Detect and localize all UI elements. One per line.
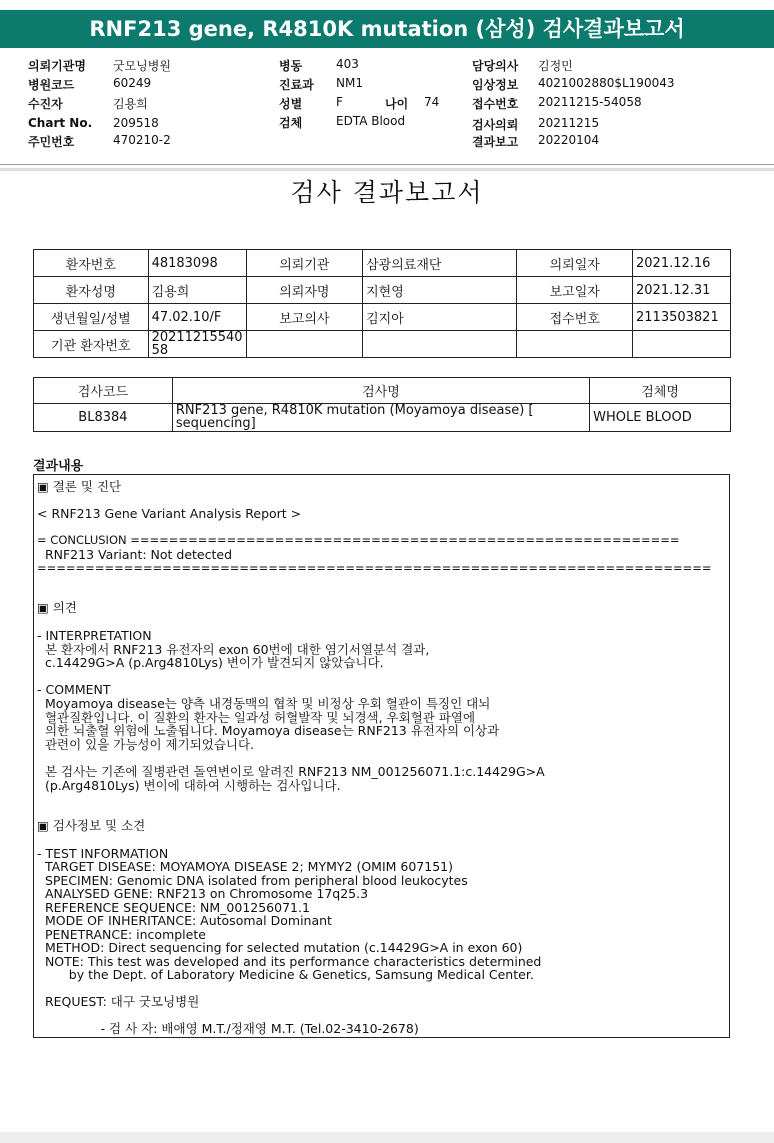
divider [0,164,774,165]
report-title-banner: RNF213 gene, R4810K mutation (삼성) 검사결과보고서 [0,10,774,48]
referrer-value: 지현영 [363,277,517,304]
resident-no-label: 주민번호 [28,135,75,149]
sex-value: F [336,95,343,109]
ward-label: 병동 [279,59,303,73]
test-info-line: REFERENCE SEQUENCE: NM_001256071.1 [37,900,310,915]
specimen-label: 검체 [279,116,303,130]
dept-value: NM1 [336,76,363,90]
request-date-value: 20211215 [538,116,600,130]
referral-date-value: 2021.12.16 [633,250,731,277]
table-row [34,404,731,432]
resident-no-value: 470210-2 [113,133,171,147]
patient-name-value: 김용희 [148,277,246,304]
accession-label: 접수번호 [472,97,519,111]
referring-org-label: 의뢰기관 [246,250,363,277]
report-date-label: 결과보고 [472,135,519,149]
test-code-header: 검사코드 [34,378,173,404]
birth-sex-value: 47.02.10/F [148,304,246,331]
accession-no-value: 2113503821 [633,304,731,331]
org-patient-no-value: 20211215540 58 [148,331,246,358]
referral-date-label: 의뢰일자 [517,250,633,277]
report-subtitle: < RNF213 Gene Variant Analysis Report > [37,506,302,521]
results-content [33,474,730,1038]
referrer-label: 의뢰자명 [246,277,363,304]
receiver-label: 수진자 [28,97,63,111]
accession-value: 20211215-54058 [538,95,642,109]
table-row [34,277,731,304]
empty-cell [246,331,363,358]
comment-heading: - COMMENT [37,682,111,697]
doctor-label: 담당의사 [472,59,519,73]
dept-label: 진료과 [279,78,314,92]
request-line: REQUEST: 대구 굿모닝병원 [37,994,200,1009]
results-section-label: 결과내용 [33,459,84,474]
hospital-code-value: 60249 [113,76,152,90]
patient-info-table [33,249,731,358]
sex-label: 성별 [279,97,303,111]
test-info-line: SPECIMEN: Genomic DNA isolated from peripheral blood leukocytes [37,873,468,888]
test-info-line: NOTE: This test was developed and its performance characteristics determined [37,954,542,969]
divider [0,168,774,171]
test-info-line: by the Dept. of Laboratory Medicine & Genetics, Samsung Medical Center. [37,967,534,982]
org-patient-no-label: 기관 환자번호 [34,331,149,358]
report-date-value: 20220104 [538,133,600,147]
institution-label: 의뢰기관명 [28,59,86,73]
conclusion-line: = CONCLUSION ========================================================= [37,533,680,547]
document-heading: 검사 결과보고서 [290,178,484,207]
report-meta [0,55,774,167]
test-info-line: MODE OF INHERITANCE: Autosomal Dominant [37,913,332,928]
reporting-doctor-label: 보고의사 [246,304,363,331]
comment-text: 본 검사는 기존에 질병관련 돌연변이로 알려진 RNF213 NM_001256071.1:c.14429G>A [37,764,545,779]
reporting-doctor-value: 김지아 [363,304,517,331]
test-info-line: TARGET DISEASE: MOYAMOYA DISEASE 2; MYMY2 (OMIM 607151) [37,859,453,874]
test-table [33,377,731,432]
tester-line: - 검 사 자: 배애영 M.T./정재영 M.T. (Tel.02-3410-2678) [37,1021,419,1036]
age-label: 나이 [385,97,409,111]
interpretation-heading: - INTERPRETATION [37,628,152,643]
table-row [34,304,731,331]
interpretation-text: 본 환자에서 RNF213 유전자의 exon 60번에 대한 염기서열분석 결과, [37,642,430,657]
interpretation-text: c.14429G>A (p.Arg4810Lys) 변이가 발견되지 않았습니다. [37,655,384,670]
patient-name-label: 환자성명 [34,277,149,304]
hospital-code-label: 병원코드 [28,78,75,92]
patient-no-value: 48183098 [148,250,246,277]
section-heading: ▣ 결론 및 진단 [37,479,122,494]
section-heading: ▣ 검사정보 및 소견 [37,818,146,833]
empty-cell [517,331,633,358]
clinical-info-label: 임상정보 [472,78,519,92]
specimen-header: 검체명 [590,378,731,404]
referring-org-value: 삼광의료재단 [363,250,517,277]
table-header-row [34,378,731,404]
test-info-heading: - TEST INFORMATION [37,846,169,861]
test-info-line: METHOD: Direct sequencing for selected mutation (c.14429G>A in exon 60) [37,940,523,955]
accession-no-label: 접수번호 [517,304,633,331]
comment-text: 관련이 있을 가능성이 제기되었습니다. [37,737,255,752]
comment-text: 의한 뇌출혈 위험에 노출됩니다. Moyamoya disease는 RNF213 유전자의 이상과 [37,723,500,738]
comment-text: (p.Arg4810Lys) 변이에 대하여 시행하는 검사입니다. [37,778,341,793]
institution-value: 굿모닝병원 [113,59,171,73]
patient-no-label: 환자번호 [34,250,149,277]
chart-no-label: Chart No. [28,116,93,130]
empty-cell [633,331,731,358]
report-date-label: 보고일자 [517,277,633,304]
table-row [34,331,731,358]
clinical-info-value: 4021002880$L190043 [538,76,675,90]
specimen-name: WHOLE BLOOD [590,404,731,432]
age-value: 74 [424,95,440,109]
test-info-line: PENETRANCE: incomplete [37,927,206,942]
section-heading: ▣ 의견 [37,600,77,615]
conclusion-result: RNF213 Variant: Not detected [37,547,233,562]
test-name-header: 검사명 [172,378,589,404]
doctor-value: 김정민 [538,59,573,73]
comment-text: 혈관질환입니다. 이 질환의 환자는 일과성 허혈발작 및 뇌경색, 우회혈관 파열에 [37,710,476,725]
receiver-value: 김용희 [113,97,148,111]
request-date-label: 검사의뢰 [472,118,519,132]
conclusion-rule: ====================================================================== [37,561,712,575]
test-name: RNF213 gene, R4810K mutation (Moyamoya disease) [ sequencing] [172,404,589,432]
footer-bar [0,1132,774,1143]
comment-text: Moyamoya disease는 양측 내경동맥의 협착 및 비정상 우회 혈관이 특징인 대뇌 [37,696,491,711]
table-row [34,250,731,277]
empty-cell [363,331,517,358]
birth-sex-label: 생년월일/성별 [34,304,149,331]
chart-no-value: 209518 [113,116,159,130]
report-date-value: 2021.12.31 [633,277,731,304]
specimen-value: EDTA Blood [336,114,406,128]
test-info-line: ANALYSED GENE: RNF213 on Chromosome 17q25.3 [37,886,369,901]
test-code: BL8384 [34,404,173,432]
ward-value: 403 [336,57,359,71]
